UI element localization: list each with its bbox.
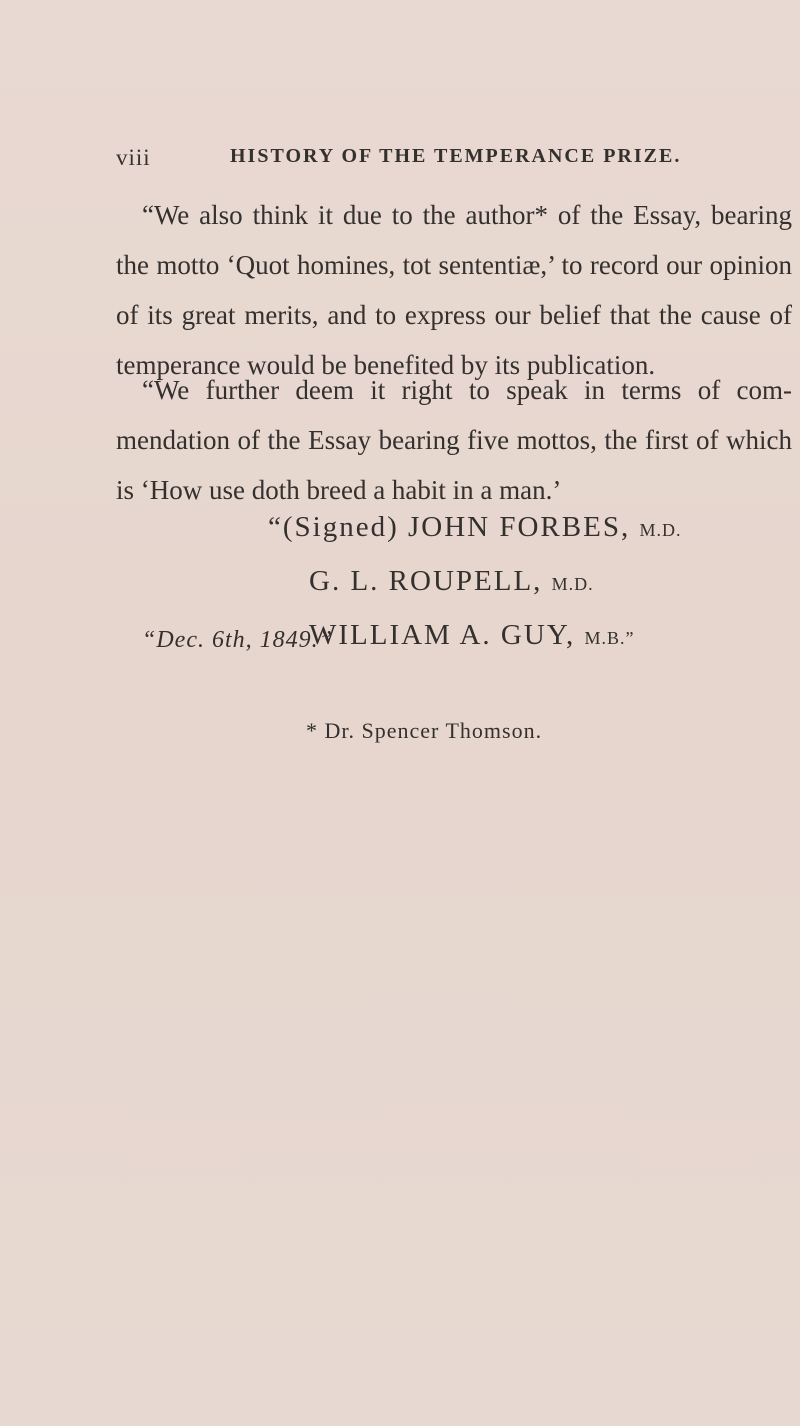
- signature-forbes: [268, 502, 681, 556]
- paragraph-text: “We further deem it right to speak in terms of com- mendation of the Essay bearing five mottos, the first of which is ‘How use doth breed a habit in a man.’: [116, 375, 792, 505]
- footnote: * Dr. Spencer Thomson.: [306, 718, 543, 743]
- signature-degree: M.D.: [639, 520, 682, 540]
- document-date: “Dec. 6th, 1849.”: [142, 627, 333, 653]
- page-header: [116, 145, 682, 173]
- paragraph-author-essay: [116, 190, 792, 390]
- signature-roupell: [309, 556, 681, 610]
- signature-guy: [309, 610, 681, 664]
- page-number: viii: [116, 145, 151, 170]
- signature-name: WILLIAM A. GUY,: [309, 619, 585, 651]
- paragraph-commendation: [116, 365, 792, 515]
- paragraph-text: “We also think it due to the author* of the Essay, bearing the motto ‘Quot homines, tot sententiæ,’ to record our opinion of its great merits, and to express our belief that the cause of temperance would be benefited by its publication.: [116, 200, 792, 380]
- signature-name: “(Signed) JOHN FORBES,: [268, 511, 640, 543]
- signature-name: G. L. ROUPELL,: [309, 565, 552, 597]
- signature-degree: M.B.”: [584, 628, 635, 648]
- signature-degree: M.D.: [551, 574, 594, 594]
- running-title: HISTORY OF THE TEMPERANCE PRIZE.: [230, 145, 682, 167]
